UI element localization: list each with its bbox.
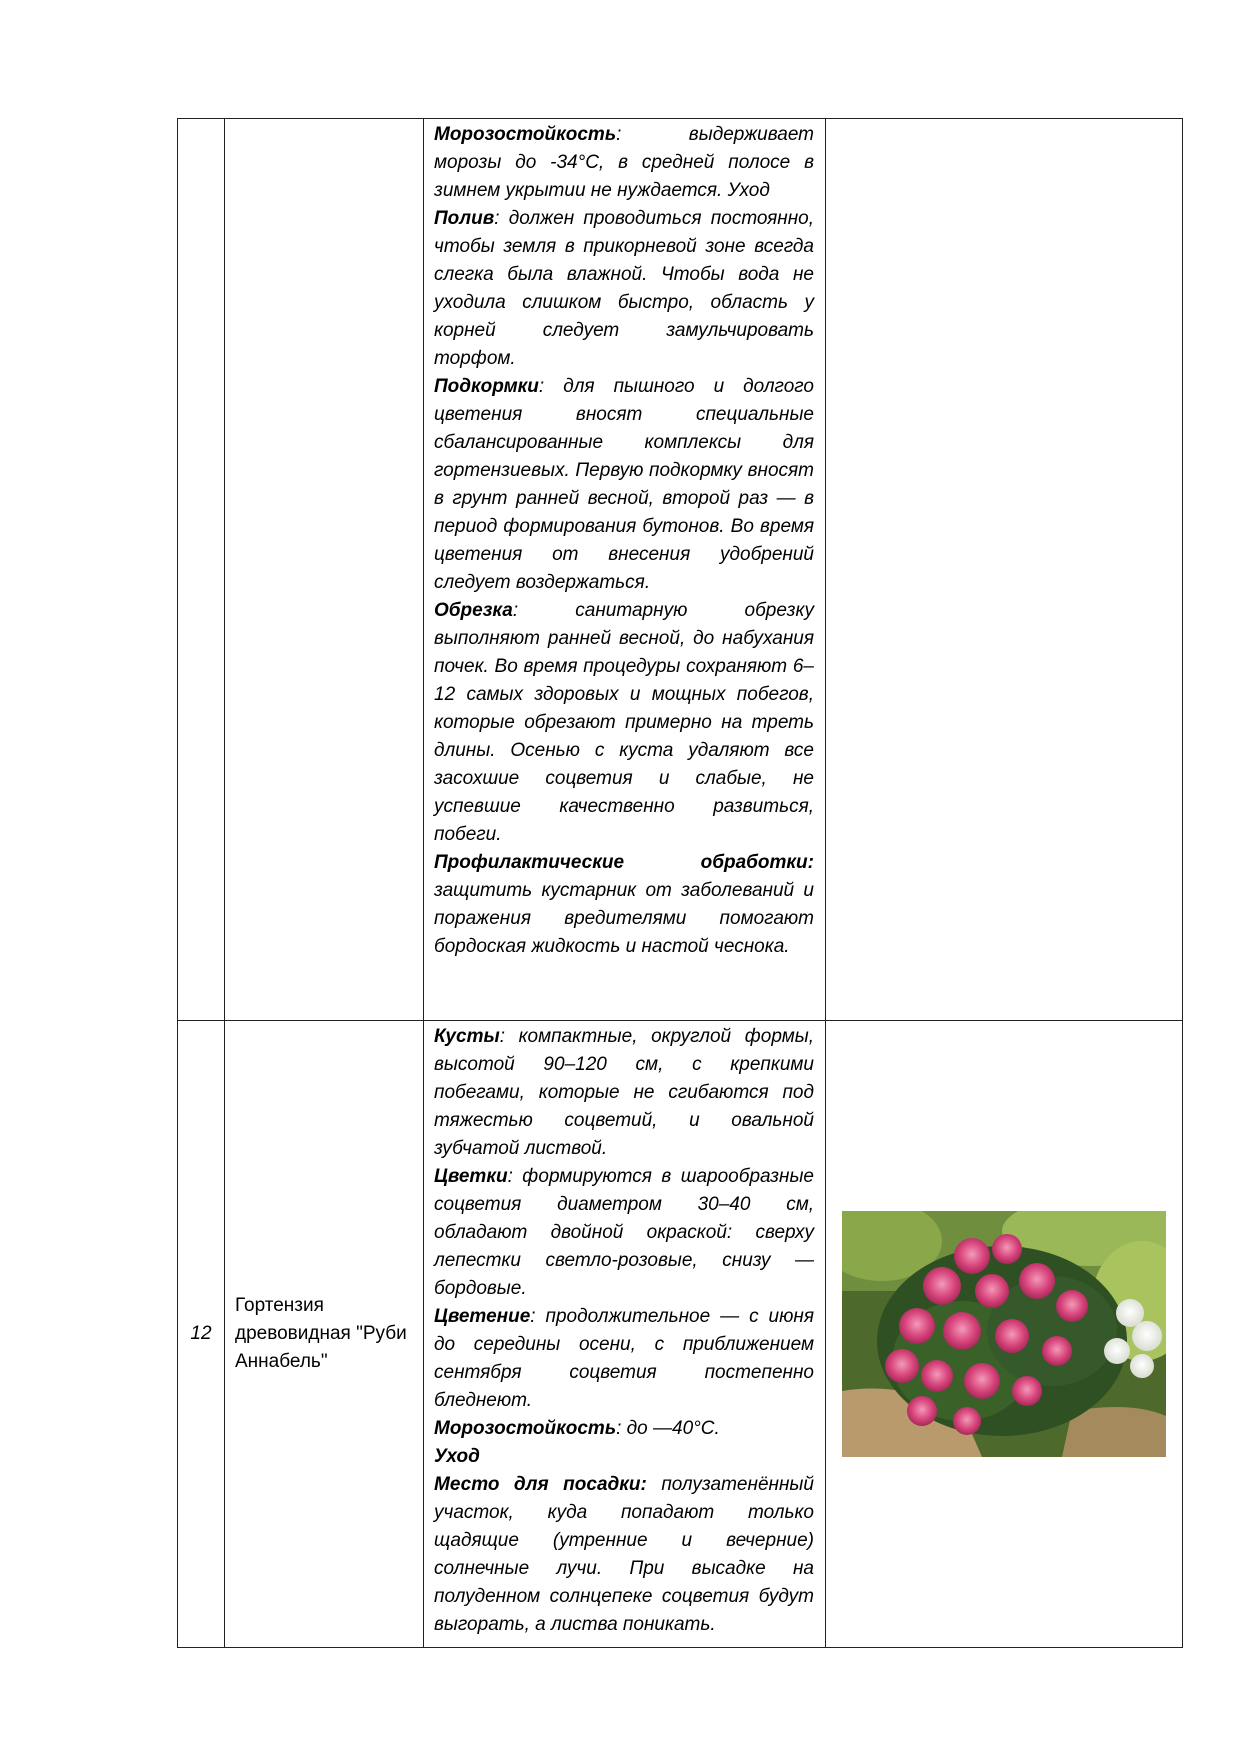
paragraph-label: Кусты [434,1026,500,1047]
paragraph-text: : выдерживает морозы до -34°C, в средней полосе в зимнем укрытии не нуждается. Уход [434,124,814,201]
paragraph-text: : должен проводиться постоянно, чтобы земля в прикорневой зоне всегда слегка была влажной. Чтобы вода не уходила слишком быстро, область у корней следует замульчировать торфом. [434,208,814,369]
paragraph-prevention [434,849,814,961]
paragraph-planting [434,1471,814,1639]
plant-table [177,118,1183,1648]
hydrangea-bush-photo [842,1211,1166,1457]
hydrangea-bush-icon [842,1211,1166,1457]
paragraph-text: : компактные, округлой формы, высотой 90–120 см, с крепкими побегами, которые не сгибаются под тяжестью соцветий, и овальной зубчатой листвой. [434,1026,814,1159]
paragraph-bushes [434,1023,814,1163]
paragraph-text: : формируются в шарообразные соцветия диаметром 30–40 см, обладают двойной окраской: сверху лепестки светло-розовые, снизу — бордовые. [434,1166,814,1299]
paragraph-watering [434,205,814,373]
paragraph-label: Уход [434,1446,480,1467]
paragraph-text: : продолжительное — с июня до середины осени, с приближением сентября соцветия постепенно бледнеют. [434,1306,814,1411]
paragraph-text: : санитарную обрезку выполняют ранней весной, до набухания почек. Во время процедуры сохраняют 6–12 самых здоровых и мощных побегов, которые обрезают примерно на треть длины. Осенью с куста удаляют все засохшие соцветия и слабые, не успевшие качественно развиться, побеги. [434,600,814,845]
paragraph-frost [434,1415,814,1443]
paragraph-text: защитить кустарник от заболеваний и поражения вредителями помогают бордоская жидкость и настой чеснока. [434,880,814,957]
paragraph-label: Цветение [434,1306,531,1327]
paragraph-label: Профилактические обработки: [434,852,814,873]
table-row [178,119,1183,1021]
paragraph-label: Морозостойкость [434,1418,617,1439]
plant-name: Гортензия древовидная "Руби Аннабель" [225,1021,424,1648]
paragraph-label: Полив [434,208,495,229]
paragraph-care [434,1443,814,1471]
paragraph-label: Подкормки [434,376,539,397]
name-cell [225,119,424,1021]
paragraph-feeding [434,373,814,597]
paragraph-label: Обрезка [434,600,513,621]
paragraph-flowers [434,1163,814,1303]
row-number: 12 [178,1021,225,1648]
number-cell [178,119,225,1021]
paragraph-label: Цветки [434,1166,508,1187]
paragraph-label: Место для посадки: [434,1474,647,1495]
paragraph-frost [434,121,814,205]
paragraph-blooming [434,1303,814,1415]
description-cell [424,1021,826,1648]
paragraph-text: : для пышного и долгого цветения вносят специальные сбалансированные комплексы для гортензиевых. Первую подкормку вносят в грунт ранней весной, второй раз — в период формирования бутонов. Во время цветения от внесения удобрений следует воздержаться. [434,376,814,593]
image-cell [826,1021,1183,1648]
paragraph-text: полузатенённый участок, куда попадают только щадящие (утренние и вечерние) солнечные лучи. При высадке на полуденном солнцепеке соцветия будут выгорать, а листва поникать. [434,1474,814,1635]
table-row [178,1021,1183,1648]
paragraph-label: Морозостойкость [434,124,617,145]
paragraph-pruning [434,597,814,849]
description-cell [424,119,826,1021]
paragraph-text: : до —40°C. [616,1418,720,1439]
image-cell [826,119,1183,1021]
